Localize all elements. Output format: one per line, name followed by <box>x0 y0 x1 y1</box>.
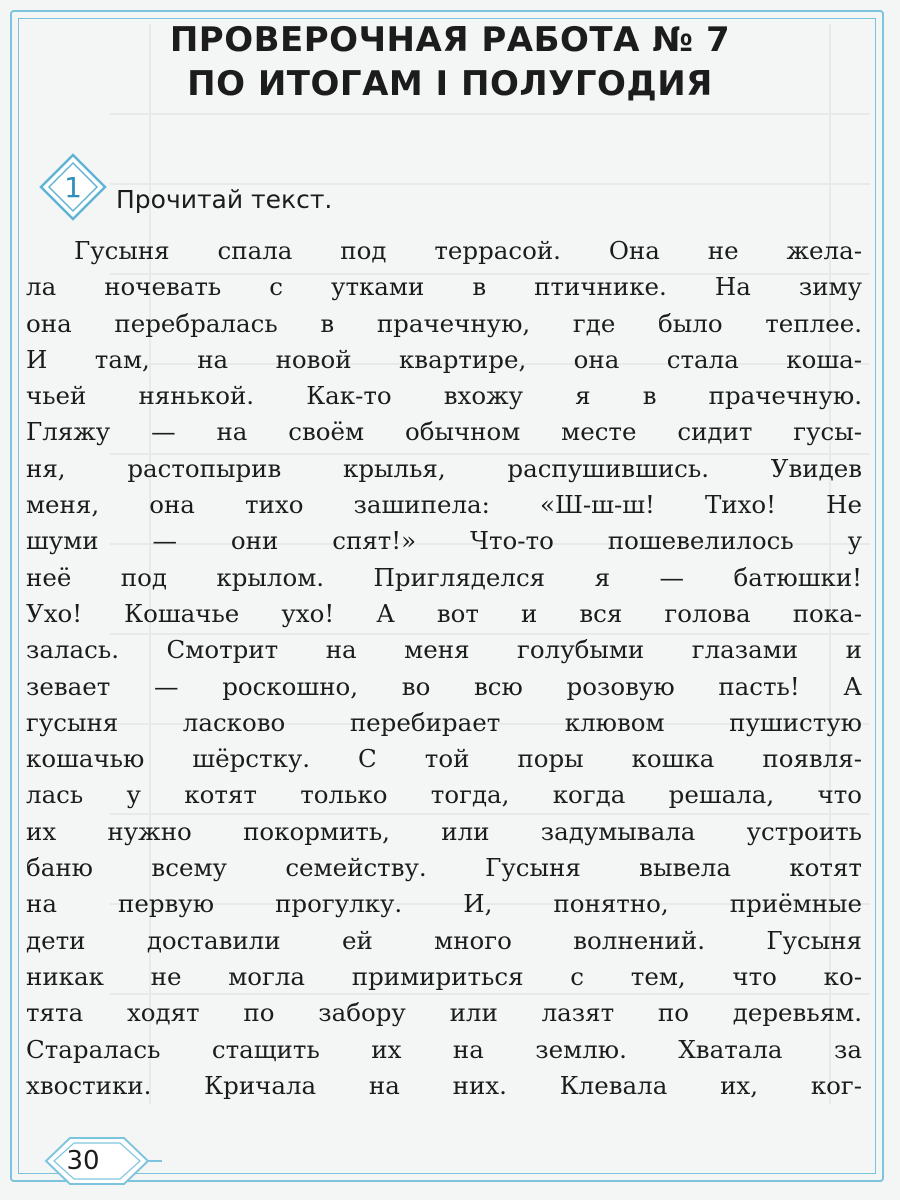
text-line: дети доставили ей много волнений. Гусыня <box>26 925 862 955</box>
text-line: их нужно покормить, или задумывала устроить <box>26 816 862 846</box>
text-line: гусыня ласково перебирает клювом пушистую <box>26 707 862 737</box>
text-line: Гусыня спала под террасой. Она не жела- <box>74 236 862 265</box>
text-line: Ухо! Кошачье ухо! А вот и вся голова пока- <box>26 598 862 628</box>
text-line: баню всему семейству. Гусыня вывела котят <box>26 853 862 883</box>
worksheet-title <box>0 18 900 106</box>
task-number: 1 <box>64 171 82 204</box>
text-line: залась. Смотрит на меня голубыми глазами и <box>26 635 862 665</box>
text-line: меня, она тихо зашипела: «Ш-ш-ш! Тихо! Не <box>26 490 862 520</box>
text-line: Гляжу — на своём обычном месте сидит гусы- <box>26 417 862 447</box>
text-line: она перебралась в прачечную, где было теплее. <box>26 308 862 338</box>
text-line: чьей нянькой. Как-то вхожу я в прачечную. <box>26 381 862 411</box>
text-line: тята ходят по забору или лазят по деревьям. <box>26 998 862 1028</box>
text-line: зевает — роскошно, во всю розовую пасть! А <box>26 671 862 701</box>
text-line: Старалась стащить их на землю. Хватала за <box>26 1034 862 1064</box>
reading-text <box>26 233 862 1104</box>
diamond-number-badge-icon <box>38 152 108 222</box>
text-line: шуми — они спят!» Что-то пошевелилось у <box>26 526 862 556</box>
title-line-2: ПО ИТОГАМ I ПОЛУГОДИЯ <box>187 64 713 104</box>
page-number: 30 <box>66 1146 100 1176</box>
text-line: кошачью шёрстку. С той поры кошка появля- <box>26 744 862 774</box>
text-line: на первую прогулку. И, понятно, приёмные <box>26 889 862 919</box>
text-line: ла ночевать с утками в птичнике. На зиму <box>26 272 862 302</box>
text-line: ня, растопырив крылья, распушившись. Увидев <box>26 453 862 483</box>
text-line: хвостики. Кричала на них. Клевала их, ког- <box>26 1070 862 1100</box>
title-line-1: ПРОВЕРОЧНАЯ РАБОТА № 7 <box>169 20 731 60</box>
text-line: лась у котят только тогда, когда решала, что <box>26 780 862 810</box>
text-line: И там, на новой квартире, она стала коша- <box>26 344 862 374</box>
task-instruction: Прочитай текст. <box>116 185 333 214</box>
text-line: неё под крылом. Пригляделся я — батюшки! <box>26 562 862 592</box>
text-line: никак не могла примириться с тем, что ко- <box>26 961 862 991</box>
